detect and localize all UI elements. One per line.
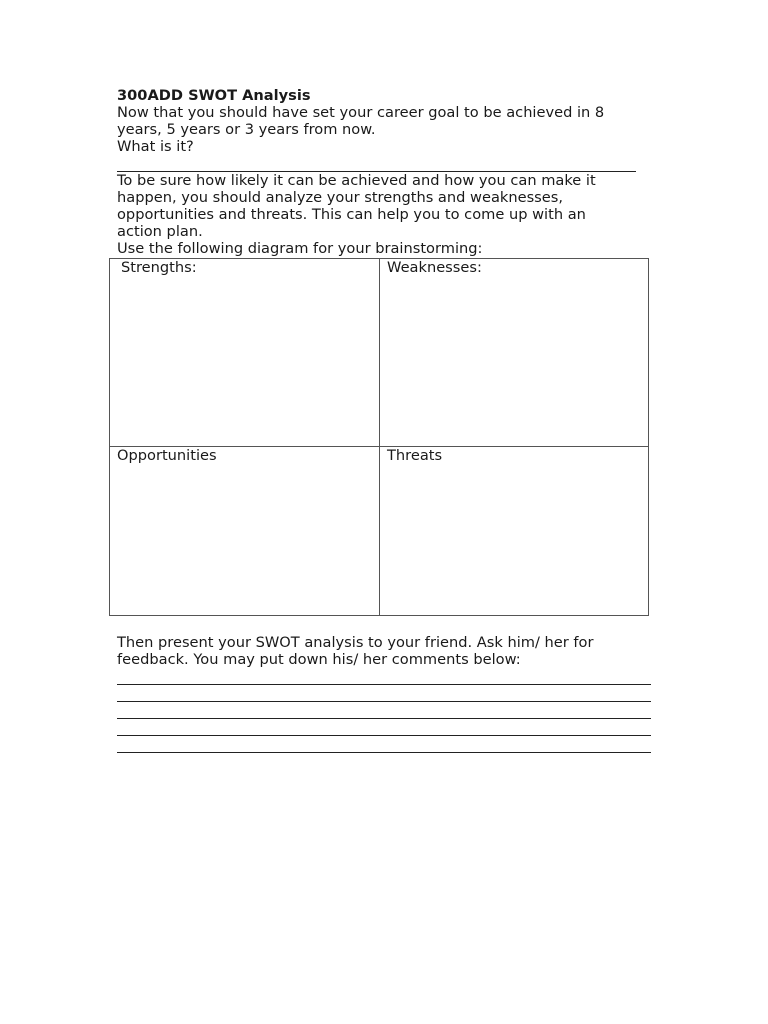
intro-line-2: years, 5 years or 3 years from now. — [117, 121, 376, 138]
closing-line-1: Then present your SWOT analysis to your friend. Ask him/ her for — [117, 634, 594, 651]
instruction-line-2: happen, you should analyze your strengths and weaknesses, — [117, 189, 563, 206]
swot-opportunities-label: Opportunities — [117, 447, 217, 464]
closing-line-2: feedback. You may put down his/ her comments below: — [117, 651, 521, 668]
document-title: 300ADD SWOT Analysis — [117, 87, 311, 104]
comment-line-2[interactable] — [117, 701, 651, 702]
intro-line-3: What is it? — [117, 138, 194, 155]
swot-strengths-label: Strengths: — [121, 259, 197, 276]
comment-line-5[interactable] — [117, 752, 651, 753]
instruction-line-1: To be sure how likely it can be achieved and how you can make it — [117, 172, 596, 189]
instruction-line-3: opportunities and threats. This can help you to come up with an — [117, 206, 586, 223]
comment-line-1[interactable] — [117, 684, 651, 685]
swot-diagram — [109, 258, 649, 616]
swot-threats-label: Threats — [387, 447, 443, 464]
swot-weaknesses-label: Weaknesses: — [387, 259, 482, 276]
swot-vertical-divider — [379, 259, 380, 615]
instruction-line-5: Use the following diagram for your brainstorming: — [117, 240, 483, 257]
instruction-line-4: action plan. — [117, 223, 203, 240]
comment-line-3[interactable] — [117, 718, 651, 719]
comment-line-4[interactable] — [117, 735, 651, 736]
intro-line-1: Now that you should have set your career goal to be achieved in 8 — [117, 104, 605, 121]
